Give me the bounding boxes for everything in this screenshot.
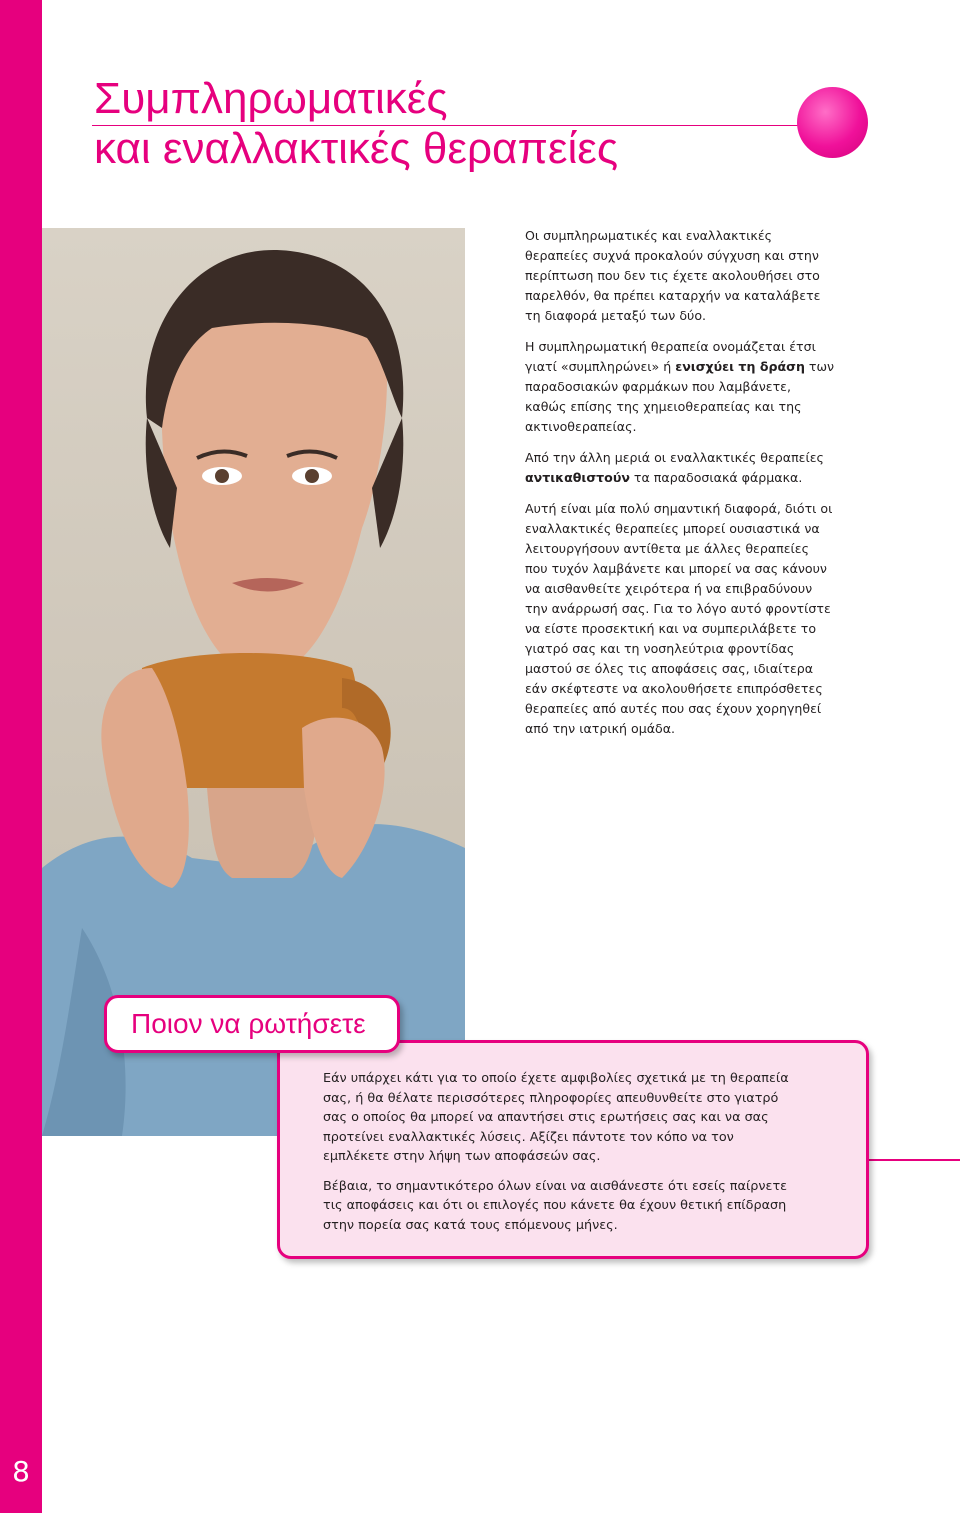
page-title: [94, 74, 618, 174]
box-connector-line: [869, 1159, 960, 1161]
ask-paragraph: Βέβαια, το σημαντικότερο όλων είναι να αισθάνεστε ότι εσείς παίρνετε τις αποφάσεις και ότι οι επιλογές που κάνετε θα έχουν θετική επίδραση στην πορεία σας κατά τους επόμενους μήνες.: [323, 1178, 788, 1233]
intro-paragraph: [525, 337, 835, 437]
title-rule: [92, 125, 840, 126]
side-accent-bar: [0, 0, 42, 1513]
emphasis-text: αντικαθιστούν: [525, 470, 630, 485]
ask-heading: Ποιον να ρωτήσετε: [131, 1008, 366, 1039]
text-run: Από την άλλη μεριά οι εναλλακτικές θεραπείες: [525, 450, 824, 465]
page-title-line2: και εναλλακτικές θεραπείες: [94, 124, 619, 173]
emphasis-text: ενισχύει τη δράση: [675, 359, 805, 374]
intro-paragraph: Οι συμπληρωματικές και εναλλακτικές θεραπείες συχνά προκαλούν σύγχυση και στην περίπτωση που δεν τις έχετε ακολουθήσει στο παρελθόν, θα πρέπει καταρχήν να καταλάβετε τη διαφορά μεταξύ των δύο.: [525, 228, 821, 323]
ask-body: [323, 1069, 793, 1245]
page-number: 8: [12, 1455, 30, 1488]
decorative-circle-icon: [797, 87, 868, 158]
page-title-line1: Συμπληρωματικές: [94, 74, 448, 123]
text-run: τα παραδοσιακά φάρμακα.: [629, 470, 803, 485]
ask-info-box: [277, 1040, 869, 1259]
intro-paragraph: Αυτή είναι μία πολύ σημαντική διαφορά, διότι οι εναλλακτικές θεραπείες μπορεί ουσιαστικά να λειτουργήσουν αντίθετα με άλλες θεραπείες που τυχόν λαμβάνετε και μπορεί να σας κάνουν να αισθανθείτε χειρότερα ή να επιβραδύνουν την ανάρρωσή σας. Για το λόγο αυτό φροντίστε να είστε προσεκτική και να συμπεριλάβετε το γιατρό σας και τη νοσηλεύτρια φροντίδας μαστού σε όλες τις αποφάσεις σας, ιδιαίτερα εάν σκέφτεστε να ακολουθήσετε επιπρόσθετες θεραπείες από αυτές που σας έχουν χορηγηθεί από την ιατρική ομάδα.: [525, 501, 833, 736]
intro-paragraph: [525, 448, 835, 488]
ask-paragraph: Εάν υπάρχει κάτι για το οποίο έχετε αμφιβολίες σχετικά με τη θεραπεία σας, ή θα θέλατε περισσότερες πληροφορίες απευθυνθείτε στο γιατρό σας ο οποίος θα μπορεί να απαντήσει στις ερωτήσεις σας και να σας προτείνει εναλλακτικές λύσεις. Αξίζει πάντοτε τον κόπο να τον εμπλέκετε στην λήψη των αποφάσεών σας.: [323, 1071, 789, 1164]
intro-text: [525, 226, 835, 750]
text-run: των παραδοσιακών φαρμάκων που λαμβάνετε, καθώς επίσης της χημειοθεραπείας και της ακτινοθεραπείας.: [525, 359, 835, 434]
text-run: Η συμπληρωματική θεραπεία ονομάζεται έτσι γιατί «συμπληρώνει» ή: [525, 339, 816, 374]
ask-heading-box: [104, 995, 400, 1053]
